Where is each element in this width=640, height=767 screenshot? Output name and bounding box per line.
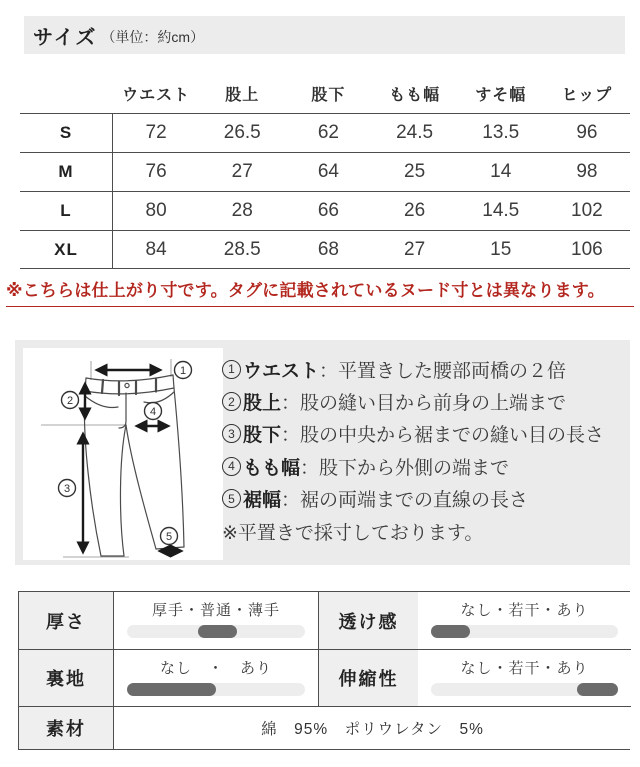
table-cell: 102 bbox=[544, 191, 630, 230]
guide-desc: ：平置きした腰部両橋の２倍 bbox=[319, 360, 567, 382]
guide-item-hem bbox=[222, 483, 622, 515]
section-header bbox=[24, 16, 625, 54]
guide-item-waist bbox=[222, 353, 622, 385]
slider-thumb bbox=[431, 625, 470, 638]
column-header-waist: ウエスト bbox=[122, 86, 191, 104]
table-cell: 26 bbox=[371, 191, 457, 230]
option-scale-text: 厚手・普通・薄手 bbox=[151, 602, 280, 619]
spec-label-material: 素材 bbox=[19, 706, 114, 749]
slider-track bbox=[127, 625, 305, 638]
slider-thumb bbox=[127, 683, 216, 696]
flat-measure-note: ※平置きで採寸しております。 bbox=[222, 522, 484, 544]
table-cell: 14 bbox=[458, 152, 544, 191]
table-cell: 76 bbox=[113, 152, 199, 191]
circled-number: 2 bbox=[222, 392, 241, 411]
size-row-label: L bbox=[20, 191, 113, 230]
table-cell: 62 bbox=[285, 113, 371, 152]
column-header-rise: 股上 bbox=[225, 86, 260, 104]
pants-illustration-svg bbox=[23, 348, 223, 560]
diagram-num-4: 4 bbox=[149, 406, 157, 418]
spec-value-lining bbox=[114, 649, 319, 706]
slider-track bbox=[431, 625, 618, 638]
page-title: サイズ bbox=[33, 26, 98, 49]
table-cell: 24.5 bbox=[371, 113, 457, 152]
guide-desc: ：股下から外側の端まで bbox=[300, 457, 510, 479]
spec-value-sheerness bbox=[418, 592, 631, 649]
guide-item-rise bbox=[222, 385, 622, 417]
table-cell: 15 bbox=[458, 230, 544, 269]
slider-thumb bbox=[577, 683, 618, 696]
spec-value-thickness bbox=[114, 592, 319, 649]
table-cell: 13.5 bbox=[458, 113, 544, 152]
table-cell: 26.5 bbox=[199, 113, 285, 152]
table-cell: 66 bbox=[285, 191, 371, 230]
slider-thumb bbox=[198, 625, 237, 638]
unit-note: （単位：約cm） bbox=[101, 28, 205, 45]
spec-table bbox=[18, 591, 630, 750]
table-cell: 28.5 bbox=[199, 230, 285, 269]
table-cell: 72 bbox=[113, 113, 199, 152]
table-cell: 84 bbox=[113, 230, 199, 269]
table-cell: 27 bbox=[371, 230, 457, 269]
table-cell: 28 bbox=[199, 191, 285, 230]
spec-label-thickness: 厚さ bbox=[19, 592, 114, 649]
circled-number: 5 bbox=[222, 489, 241, 508]
table-cell: 80 bbox=[113, 191, 199, 230]
option-scale-text: なし ・ あり bbox=[159, 660, 272, 677]
table-cell: 98 bbox=[544, 152, 630, 191]
circled-number: 1 bbox=[222, 360, 241, 379]
table-cell: 68 bbox=[285, 230, 371, 269]
diagram-num-1: 1 bbox=[179, 365, 187, 377]
guide-term: 股下 bbox=[243, 425, 282, 447]
spec-label-lining: 裏地 bbox=[19, 649, 114, 706]
column-header-inseam: 股下 bbox=[311, 86, 346, 104]
option-scale-text: なし・若干・あり bbox=[460, 660, 589, 677]
guide-desc: ：股の縫い目から前身の上端まで bbox=[281, 393, 567, 415]
size-row-label: M bbox=[20, 152, 113, 191]
table-cell: 64 bbox=[285, 152, 371, 191]
spec-label-sheerness: 透け感 bbox=[319, 592, 418, 649]
circled-number: 3 bbox=[222, 424, 241, 443]
measure-guide-section bbox=[15, 340, 630, 565]
guide-term: もも幅 bbox=[243, 457, 301, 479]
size-table bbox=[20, 74, 630, 269]
table-cell: 14.5 bbox=[458, 191, 544, 230]
guide-item-inseam bbox=[222, 418, 622, 450]
pants-diagram bbox=[23, 348, 223, 560]
circled-number: 4 bbox=[222, 457, 241, 476]
spec-label-stretch: 伸縮性 bbox=[319, 649, 418, 706]
table-cell: 96 bbox=[544, 113, 630, 152]
diagram-num-3: 3 bbox=[63, 483, 71, 495]
slider-track bbox=[127, 683, 305, 696]
spec-value-stretch bbox=[418, 649, 631, 706]
diagram-num-2: 2 bbox=[66, 395, 74, 407]
guide-term: 裾幅 bbox=[243, 490, 282, 512]
size-row-label: XL bbox=[20, 230, 113, 269]
spec-value-material: 綿 95% ポリウレタン 5% bbox=[114, 706, 631, 749]
column-header-hem: すそ幅 bbox=[475, 86, 527, 104]
measure-guide-text bbox=[222, 353, 622, 547]
table-cell: 106 bbox=[544, 230, 630, 269]
guide-term: 股上 bbox=[243, 393, 282, 415]
guide-item-thigh bbox=[222, 450, 622, 482]
size-row-label: S bbox=[20, 113, 113, 152]
diagram-num-5: 5 bbox=[165, 531, 173, 543]
table-cell: 27 bbox=[199, 152, 285, 191]
option-scale-text: なし・若干・あり bbox=[460, 602, 589, 619]
guide-term: ウエスト bbox=[243, 360, 320, 382]
finished-size-warning: ※こちらは仕上がり寸です。タグに記載されているヌード寸とは異なります。 bbox=[6, 276, 634, 307]
column-header-thigh: もも幅 bbox=[389, 86, 441, 104]
guide-desc: ：股の中央から裾までの縫い目の長さ bbox=[281, 425, 605, 447]
table-cell: 25 bbox=[371, 152, 457, 191]
corner-cell bbox=[20, 74, 113, 112]
guide-desc: ：裾の両端までの直線の長さ bbox=[281, 490, 529, 512]
slider-track bbox=[431, 683, 618, 696]
column-header-hip: ヒップ bbox=[561, 86, 613, 104]
